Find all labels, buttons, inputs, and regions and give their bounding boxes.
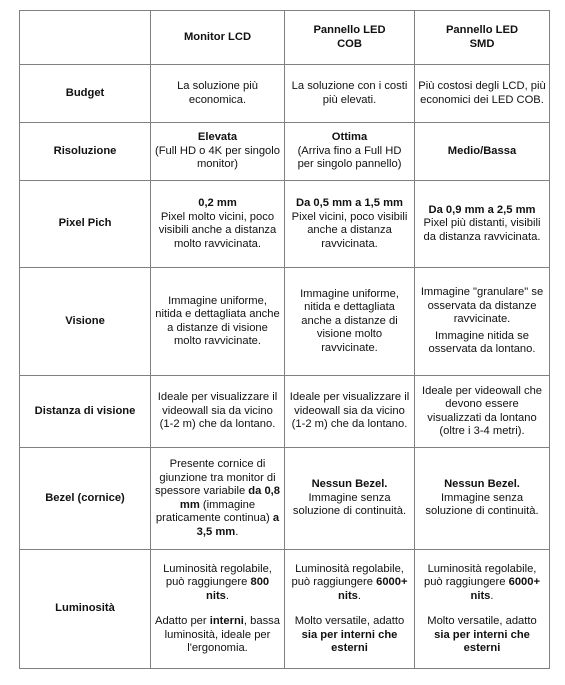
cell-text: Immagine nitida se osservata da lontano. <box>428 329 536 356</box>
cell-text: (Full HD o 4K per singolo monitor) <box>155 144 280 171</box>
cell-text: Luminosità regolabile, può raggiungere <box>291 562 404 588</box>
cell-text: Molto versatile, adatto <box>427 615 537 627</box>
cell-luminosita-lcd <box>151 550 285 669</box>
row-label-bezel: Bezel (cornice) <box>20 448 151 550</box>
cell-text: Presente cornice di giunzione tra monitor di spessore variabile <box>155 458 276 497</box>
cell-text: Immagine "granulare" se osservata da distanze ravvicinate. <box>420 286 544 326</box>
cell-paragraph <box>288 615 411 656</box>
spacer <box>154 603 281 615</box>
cell-bold-text: sia per interni che esterni <box>301 628 398 654</box>
cell-visione-lcd: Immagine uniforme, nitida e dettagliata anche a distanze di visione molto ravvicinate. <box>151 268 285 376</box>
table-row <box>20 123 550 181</box>
cell-risoluzione-cob <box>285 123 415 181</box>
header-led-cob-text: Pannello LED COB <box>313 24 386 50</box>
cell-pixel-lcd <box>151 181 285 268</box>
table-row <box>20 268 550 376</box>
cell-text: , bassa luminosità, ideale per l'ergonomia. <box>164 615 280 654</box>
table-row <box>20 376 550 448</box>
cell-text: . <box>235 525 239 538</box>
cell-text: Pixel più distanti, visibili da distanza ravvicinata. <box>423 217 541 243</box>
cell-luminosita-cob <box>285 550 415 669</box>
cell-title: Da 0,5 mm a 1,5 mm <box>296 197 403 209</box>
cell-text: Immagine senza soluzione di continuità. <box>425 491 539 518</box>
table-row <box>20 448 550 550</box>
cell-visione-cob: Immagine uniforme, nitida e dettagliata anche a distanze di visione molto ravvicinate. <box>285 268 415 376</box>
table-row <box>20 550 550 669</box>
cell-distanza-smd: Ideale per videowall che devono essere visualizzati da lontano (oltre i 3-4 metri). <box>415 376 550 448</box>
cell-text: Luminosità regolabile, può raggiungere <box>163 562 272 588</box>
cell-title: Nessun Bezel. <box>444 478 520 491</box>
header-led-smd-text: Pannello LED SMD <box>445 24 519 50</box>
cell-text: Adatto per <box>155 615 210 627</box>
cell-bold-text: da 0,8 mm <box>179 485 280 511</box>
cell-text: . <box>357 589 361 602</box>
cell-bold-text: interni <box>209 615 244 627</box>
cell-text: Molto versatile, adatto <box>294 615 405 627</box>
cell-bold-text: 6000+ nits <box>470 576 541 602</box>
cell-text: Luminosità regolabile, può raggiungere <box>423 562 537 588</box>
cell-text: Pixel molto vicini, poco visibili anche a distanza molto ravvicinata. <box>158 210 277 250</box>
cell-risoluzione-lcd <box>151 123 285 181</box>
spacer <box>418 603 546 615</box>
header-led-cob <box>285 11 415 65</box>
cell-title: Nessun Bezel. <box>311 478 388 491</box>
cell-pixel-smd <box>415 181 550 268</box>
comparison-table <box>19 10 550 669</box>
corner-cell <box>20 11 151 65</box>
header-row <box>20 11 550 65</box>
cell-text: . <box>225 589 229 602</box>
cell-text: (Arriva fino a Full HD per singolo pannello) <box>297 144 402 171</box>
row-label-visione: Visione <box>20 268 151 376</box>
row-label-luminosita: Luminosità <box>20 550 151 669</box>
cell-budget-lcd: La soluzione più economica. <box>151 65 285 123</box>
cell-bold-text: a 3,5 mm <box>196 512 280 538</box>
cell-paragraph <box>418 563 546 604</box>
table-row <box>20 65 550 123</box>
cell-distanza-cob: Ideale per visualizzare il videowall sia da vicino (1-2 m) che da lontano. <box>285 376 415 448</box>
row-label-risoluzione: Risoluzione <box>20 123 151 181</box>
cell-title: Elevata <box>197 131 238 144</box>
cell-risoluzione-smd <box>415 123 550 181</box>
cell-budget-cob: La soluzione con i costi più elevati. <box>285 65 415 123</box>
cell-distanza-lcd: Ideale per visualizzare il videowall sia da vicino (1-2 m) che da lontano. <box>151 376 285 448</box>
cell-luminosita-smd <box>415 550 550 669</box>
header-led-smd <box>415 11 550 65</box>
cell-bold-text: sia per interni che esterni <box>434 628 530 654</box>
cell-bold-text: 6000+ nits <box>338 576 408 602</box>
cell-bezel-cob <box>285 448 415 550</box>
cell-paragraph <box>288 563 411 604</box>
cell-text: Immagine senza soluzione di continuità. <box>292 491 407 518</box>
cell-visione-smd <box>415 268 550 376</box>
cell-bezel-lcd <box>151 448 285 550</box>
table-row <box>20 181 550 268</box>
cell-text: . <box>490 589 494 602</box>
row-label-budget: Budget <box>20 65 151 123</box>
cell-paragraph <box>154 563 281 604</box>
cell-title: 0,2 mm <box>198 197 237 209</box>
cell-text: (immagine praticamente continua) <box>155 498 273 524</box>
row-label-pixel-pich: Pixel Pich <box>20 181 151 268</box>
cell-text: Pixel vicini, poco visibili anche a distanza ravvicinata. <box>291 210 408 250</box>
spacer <box>288 603 411 615</box>
header-monitor-lcd: Monitor LCD <box>151 11 285 65</box>
row-label-distanza: Distanza di visione <box>20 376 151 448</box>
cell-bold-text: 800 nits <box>206 576 270 602</box>
cell-title: Da 0,9 mm a 2,5 mm <box>428 203 536 216</box>
cell-pixel-cob <box>285 181 415 268</box>
cell-bezel-smd <box>415 448 550 550</box>
cell-title: Ottima <box>331 131 368 144</box>
cell-paragraph <box>418 615 546 656</box>
cell-title: Medio/Bassa <box>447 144 517 157</box>
cell-budget-smd: Più costosi degli LCD, più economici dei LED COB. <box>415 65 550 123</box>
cell-paragraph <box>154 615 281 656</box>
